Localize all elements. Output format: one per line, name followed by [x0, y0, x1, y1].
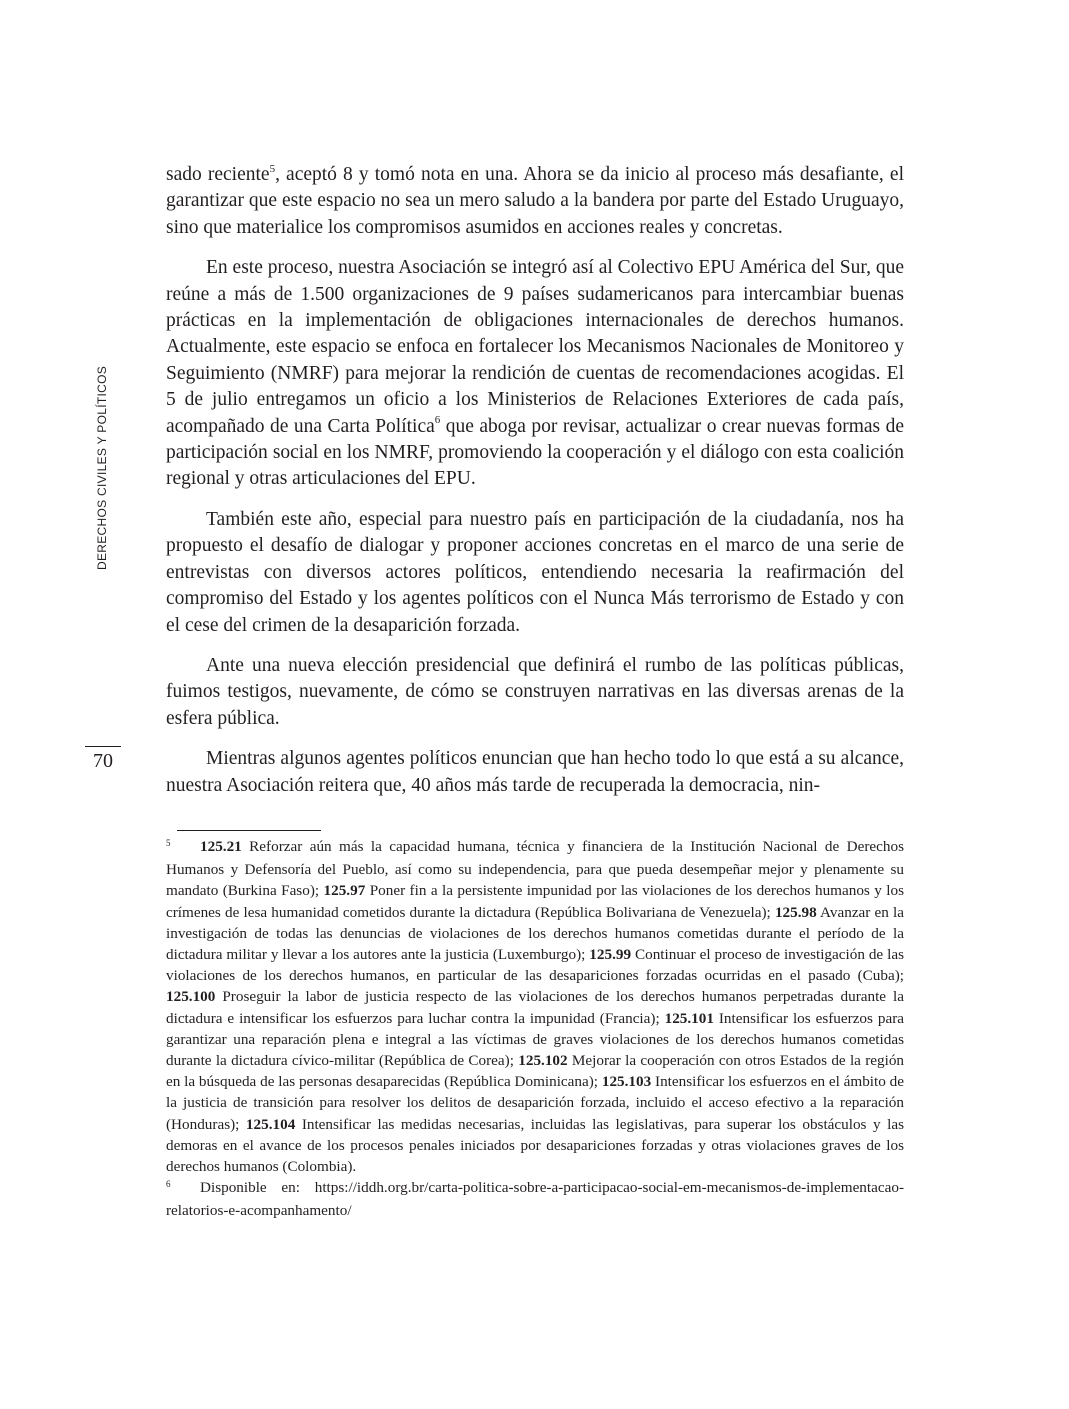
footnote-6-mark: 6 — [166, 1179, 171, 1190]
recommendation-ref: 125.99 — [589, 946, 632, 964]
paragraph-1 — [166, 162, 904, 241]
paragraph-5: Mientras algunos agentes políticos enuncian que han hecho todo lo que está a su alcance, nuestra Asociación reitera que, 40 años más tarde de recuperada la democracia, nin- — [166, 748, 904, 796]
footnote-separator — [177, 830, 321, 831]
recommendation-ref: 125.100 — [166, 988, 216, 1006]
recommendation-text: Intensificar los esfuerzos para garantizar una reparación plena e integral a las víctimas de graves violaciones de los derechos humanos cometidas durante la dictadura cívico-militar (República de Corea); — [166, 1009, 904, 1070]
paragraph-1-text-b: , aceptó 8 y tomó nota en una. Ahora se da inicio al proceso más desafiante, el garantizar que este espacio no sea un mero saludo a la bandera por parte del Estado Uruguayo, sino que materialice los compromisos asumidos en acciones reales y concretas. — [166, 164, 904, 238]
paragraph-2-text-b: que aboga por revisar, actualizar o crear nuevas formas de participación social en los NMRF, promoviendo la cooperación y el diálogo con esta coalición regional y otras articulaciones del EPU. — [166, 415, 904, 490]
footnote-6 — [166, 1177, 904, 1221]
recommendation-ref: 125.101 — [664, 1009, 714, 1027]
body-text — [166, 162, 904, 813]
footnote-ref-6: 6 — [434, 414, 441, 427]
paragraph-2 — [166, 255, 904, 493]
recommendation-text: Mejorar la cooperación con otros Estados de la región en la búsqueda de las personas desaparecidas (República Dominicana); — [166, 1052, 905, 1091]
page-number-rule — [85, 746, 121, 747]
recommendation-text: Continuar el proceso de investigación de las violaciones de los derechos humanos, en particular de las desapariciones forzadas ocurridas en el pasado (Cuba); — [166, 946, 904, 985]
footnote-ref-5: 5 — [269, 162, 276, 175]
paragraph-3: También este año, especial para nuestro país en participación de la ciudadanía, nos ha propuesto el desafío de dialogar y proponer acciones concretas en el marco de una serie de entrevistas con diversos actores políticos, entendiendo necesaria la reafirmación del compromiso del Estado y los agentes políticos con el Nunca Más terrorismo de Estado y con el cese del crimen de la desaparición forzada. — [166, 508, 904, 636]
footnotes — [166, 836, 904, 1222]
recommendation-text: Proseguir la labor de justicia respecto de las violaciones de los derechos humanos perpetradas durante la dictadura e intensificar los esfuerzos para luchar contra la impunidad (Francia); — [166, 988, 904, 1027]
recommendation-text: Poner fin a la persistente impunidad por las violaciones de los derechos humanos y los crímenes de lesa humanidad cometidos durante la dictadura (República Bolivariana de Venezuela); — [166, 882, 904, 921]
paragraph-2-text-a: En este proceso, nuestra Asociación se integró así al Colectivo EPU América del Sur, que reúne a más de 1.500 organizaciones de 9 países sudamericanos para intercambiar buenas prácticas en la implementación de obligaciones internacionales de derechos humanos. Actualmente, este espacio se enfoca en fortalecer los Mecanismos Nacionales de Monitoreo y Seguimiento (NMRF) para mejorar la rendición de cuentas de recomendaciones acogidas. El 5 de julio entregamos un oficio a los Ministerios de Relaciones Exteriores de cada país, acompañado de una Carta Política — [166, 257, 904, 437]
recommendation-text: Avanzar en la investigación de todas las denuncias de violaciones de los derechos humanos cometidas durante el período de la dictadura militar y llevar a los autores ante la justicia (Luxemburgo); — [166, 903, 904, 964]
recommendation-ref: 125.103 — [601, 1073, 652, 1091]
section-side-label: DERECHOS CIVILES Y POLÍTICOS — [95, 365, 109, 570]
recommendation-ref: 125.98 — [774, 903, 817, 921]
page-number: 70 — [93, 750, 113, 772]
recommendation-ref: 125.104 — [245, 1115, 296, 1133]
footnote-5 — [166, 836, 904, 1177]
recommendation-text: Reforzar aún más la capacidad humana, técnica y financiera de la Institución Nacional de Derechos Humanos y Defensoría del Pueblo, así como su independencia, para que pueda desempeñar mejor y plenamente su mandato (Burkina Faso); — [166, 838, 904, 900]
paragraph-1-text-a: sado reciente — [166, 164, 270, 185]
recommendation-ref: 125.97 — [323, 882, 366, 900]
recommendation-text: Intensificar los esfuerzos en el ámbito de la justicia de transición para resolver los delitos de desaparición forzada, incluido el acceso efectivo a la reparación (Honduras); — [166, 1073, 904, 1133]
footnote-6-text: Disponible en: https://iddh.org.br/carta-politica-sobre-a-participacao-social-em-mecanismos-de-implementacao-relatorios-e-acompanhamento/ — [166, 1179, 904, 1220]
footnote-5-mark: 5 — [166, 838, 171, 848]
recommendation-text: Intensificar las medidas necesarias, incluidas las legislativas, para superar los obstáculos y las demoras en el avance de los procesos penales iniciados por desapariciones forzadas y otras violaciones graves de los derechos humanos (Colombia). — [166, 1115, 904, 1176]
recommendation-ref: 125.21 — [200, 838, 242, 855]
recommendation-ref: 125.102 — [518, 1052, 568, 1070]
paragraph-4: Ante una nueva elección presidencial que definirá el rumbo de las políticas públicas, fuimos testigos, nuevamente, de cómo se construyen narrativas en las diversas arenas de la esfera pública. — [166, 654, 904, 729]
footnote-5-items — [166, 838, 904, 1175]
